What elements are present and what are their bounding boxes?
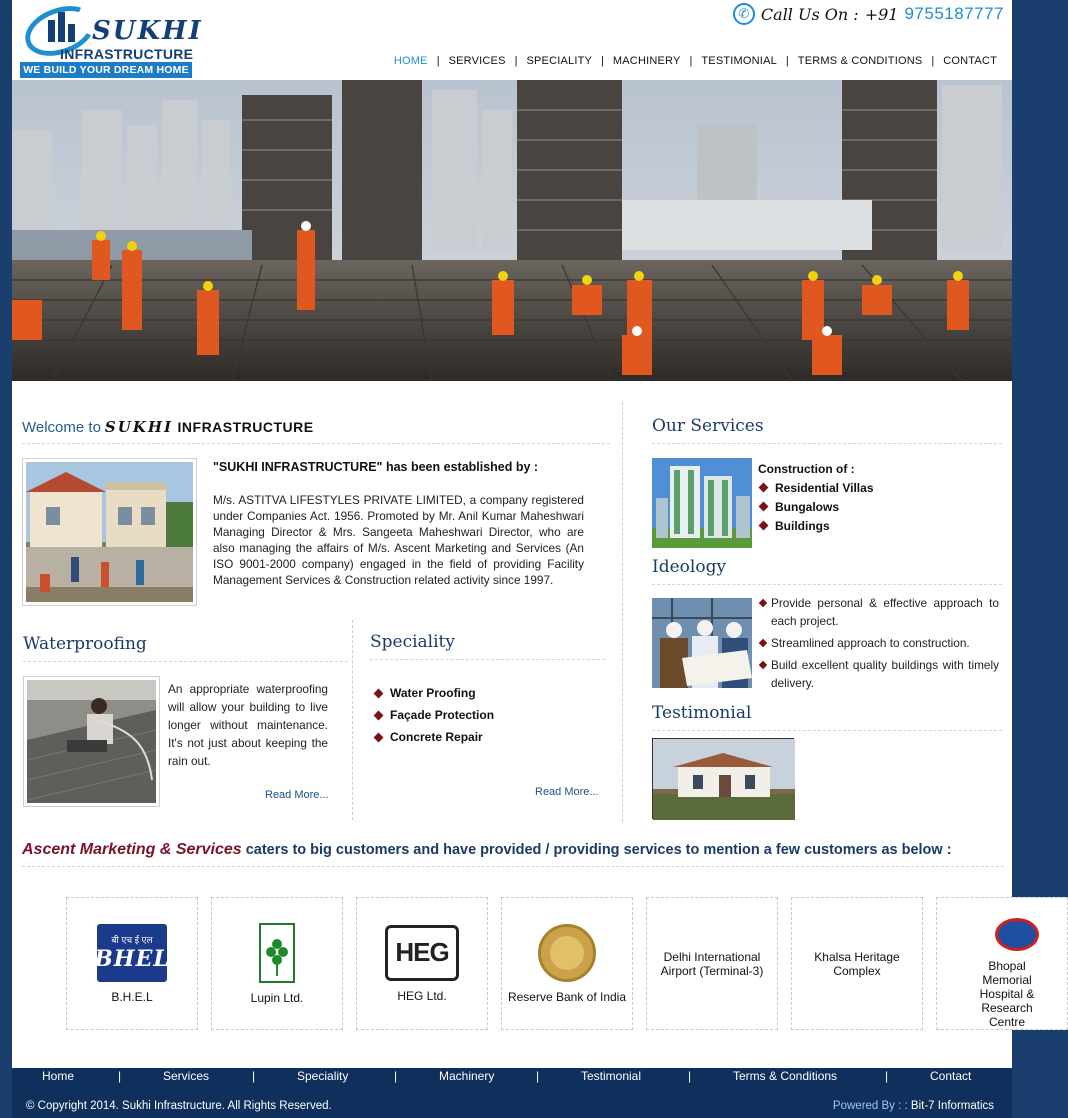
logo-buildings-icon <box>48 12 75 42</box>
nav-machinery[interactable]: MACHINERY <box>612 55 681 67</box>
diamond-bullet-icon <box>759 502 769 512</box>
diamond-bullet-icon <box>759 639 767 647</box>
logo-sub: INFRASTRUCTURE <box>60 46 194 62</box>
footer-link-services[interactable]: Services <box>163 1069 210 1083</box>
list-item: Provide personal & effective approach to each project. <box>757 594 999 630</box>
footer-link-terms[interactable]: Terms & Conditions <box>733 1069 838 1083</box>
list-item[interactable]: Façade Protection <box>375 704 494 726</box>
copyright-text: © Copyright 2014. Sukhi Infrastructure. All Rights Reserved. <box>26 1100 332 1112</box>
bmhrc-logo <box>995 918 1039 951</box>
list-item: Streamlined approach to construction. <box>757 634 999 652</box>
footer-link-contact[interactable]: Contact <box>930 1069 972 1083</box>
hero-banner-image <box>12 80 1012 381</box>
waterproofing-image <box>23 676 160 807</box>
column-divider <box>622 402 623 822</box>
diamond-bullet-icon <box>759 661 767 669</box>
lupin-logo <box>259 923 295 983</box>
footer-link-speciality[interactable]: Speciality <box>297 1069 349 1083</box>
footer: Home | Services | Speciality | Machinery | Testimonial | Terms & Conditions | Contact © Copyright 2014. Sukhi Infrastructure. All Rights Reserved. Powered By : : Bit-7 Informatics <box>12 1068 1012 1118</box>
column-divider <box>352 620 353 820</box>
customer-card[interactable] <box>66 897 198 1030</box>
top-nav: HOME | SERVICES | SPECIALITY | MACHINERY | TESTIMONIAL | TERMS & CONDITIONS | CONTACT <box>389 55 1002 67</box>
welcome-brand: SUKHI <box>104 418 174 436</box>
nav-home[interactable]: HOME <box>393 55 428 67</box>
ideology-engineers-image <box>652 598 752 688</box>
welcome-text: M/s. ASTITVA LIFESTYLES PRIVATE LIMITED, a company registered under Companies Act. 1956. Promoted by Mr. Anil Kumar Maheshwari Managing Director & Mrs. Sangeeta Maheshwari Director, who are also managing the affairs of M/s. Ascent Marketing and Services (An ISO 9001-2000 company) engaged in the field of providing Facility Management Services & Construction related activity since 1997. <box>213 493 584 587</box>
nav-terms[interactable]: TERMS & CONDITIONS <box>797 55 923 67</box>
diamond-bullet-icon <box>759 521 769 531</box>
ideology-list <box>757 594 999 696</box>
diamond-bullet-icon <box>759 483 769 493</box>
speciality-heading: Speciality <box>370 632 605 660</box>
customer-card[interactable] <box>501 897 633 1030</box>
nav-speciality[interactable]: SPECIALITY <box>526 55 593 67</box>
waterproofing-read-more[interactable]: Read More... <box>265 789 329 801</box>
call-label: Call Us On : <box>760 4 859 24</box>
customers-carousel <box>66 897 1035 1031</box>
bhel-logo: बी एच ई एल BHEL <box>97 924 167 982</box>
welcome-prefix: Welcome to <box>22 419 101 436</box>
customer-card[interactable] <box>356 897 488 1030</box>
customer-name: Lupin Ltd. <box>250 990 304 1005</box>
list-item: Build excellent quality buildings with timely delivery. <box>757 656 999 692</box>
speciality-list <box>375 682 494 748</box>
customer-card[interactable] <box>936 897 1068 1030</box>
nav-services[interactable]: SERVICES <box>448 55 506 67</box>
customer-name: B.H.E.L <box>111 989 153 1004</box>
customer-name: HEG Ltd. <box>397 988 447 1003</box>
services-intro: Construction of : <box>758 462 855 476</box>
nav-contact[interactable]: CONTACT <box>943 55 997 67</box>
customer-card[interactable] <box>646 897 778 1030</box>
footer-link-home[interactable]: Home <box>42 1069 75 1083</box>
ideology-heading: Ideology <box>652 557 1002 585</box>
page <box>12 0 1035 1118</box>
waterproofing-text: An appropriate waterproofing will allow your building to live longer without maintenance. It's not just about keeping the rain out. <box>168 682 328 768</box>
powered-by <box>833 1100 994 1112</box>
customers-ascent: Ascent Marketing & Services <box>22 841 242 858</box>
welcome-title: "SUKHI INFRASTRUCTURE" has been established by : <box>213 460 539 474</box>
site-logo[interactable] <box>20 2 203 78</box>
testimonial-house-image[interactable] <box>652 738 794 819</box>
list-item[interactable]: Buildings <box>760 516 874 535</box>
customer-name: Delhi International Airport (Terminal-3) <box>660 949 764 978</box>
diamond-bullet-icon <box>374 732 384 742</box>
welcome-brand2: INFRASTRUCTURE <box>177 419 314 435</box>
customer-name: Reserve Bank of India <box>507 989 627 1004</box>
speciality-read-more[interactable]: Read More... <box>535 786 599 798</box>
customer-name: Bhopal Memorial Hospital & Research Centre <box>979 959 1035 1029</box>
list-item[interactable]: Water Proofing <box>375 682 494 704</box>
customer-card[interactable] <box>791 897 923 1030</box>
customers-heading <box>22 841 1004 867</box>
testimonial-heading: Testimonial <box>652 703 1002 731</box>
logo-brand: SUKHI <box>92 16 203 46</box>
services-heading: Our Services <box>652 416 1002 444</box>
welcome-heading <box>22 418 610 444</box>
call-number[interactable]: 9755187777 <box>904 4 1004 23</box>
diamond-bullet-icon <box>374 710 384 720</box>
logo-tagline: WE BUILD YOUR DREAM HOME <box>20 62 192 78</box>
welcome-house-image <box>22 458 197 606</box>
customer-name: Khalsa Heritage Complex <box>814 949 900 978</box>
rbi-logo <box>538 924 596 982</box>
customer-card[interactable] <box>211 897 343 1030</box>
footer-link-testimonial[interactable]: Testimonial <box>581 1069 642 1083</box>
list-item[interactable]: Concrete Repair <box>375 726 494 748</box>
customers-text: caters to big customers and have provided / providing services to mention a few customers as below : <box>245 842 952 858</box>
services-list <box>760 478 874 535</box>
list-item[interactable]: Residential Villas <box>760 478 874 497</box>
nav-testimonial[interactable]: TESTIMONIAL <box>701 55 777 67</box>
call-us <box>733 3 1004 25</box>
powered-label: Powered By : : <box>832 1100 908 1112</box>
services-building-image <box>652 458 752 548</box>
diamond-bullet-icon <box>759 599 767 607</box>
footer-link-machinery[interactable]: Machinery <box>439 1069 495 1083</box>
list-item[interactable]: Bungalows <box>760 497 874 516</box>
heg-logo: HEG <box>385 925 459 981</box>
phone-icon: ✆ <box>733 3 755 25</box>
powered-by-link[interactable]: Bit-7 Informatics <box>910 1100 994 1112</box>
waterproofing-heading: Waterproofing <box>23 634 348 662</box>
diamond-bullet-icon <box>374 688 384 698</box>
call-code: +91 <box>864 4 899 24</box>
